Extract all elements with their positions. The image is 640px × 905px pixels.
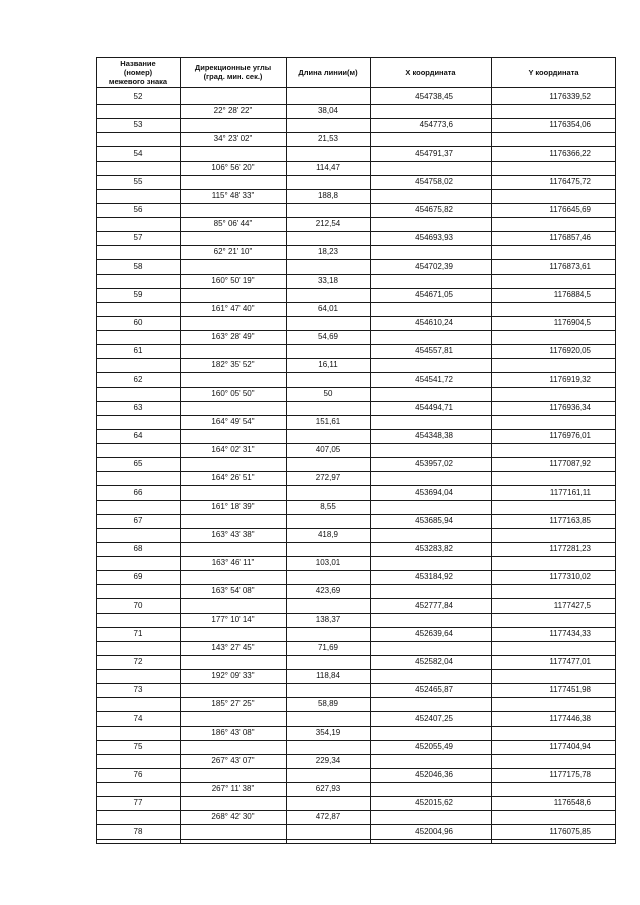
segment-length: 212,54 — [315, 219, 341, 228]
header-name: Название (номер) межевого знака — [108, 58, 168, 86]
point-x: 454738,45 — [415, 92, 453, 101]
segment-angle: 164° 49' 54" — [211, 416, 255, 426]
segment-length: 407,05 — [315, 445, 341, 454]
row-divider — [96, 542, 616, 543]
row-divider — [96, 372, 616, 373]
point-y: 1176857,46 — [549, 233, 591, 243]
point-y: 1177404,94 — [549, 741, 591, 751]
row-divider — [96, 443, 616, 444]
point-name: 56 — [133, 205, 143, 214]
point-x: 452407,25 — [415, 713, 453, 723]
row-divider — [96, 613, 616, 614]
point-y: 1176884,5 — [553, 289, 591, 299]
segment-angle: 62° 21' 10" — [213, 247, 253, 257]
point-x: 453957,02 — [415, 459, 453, 469]
row-divider — [96, 302, 616, 303]
segment-angle: 268° 42' 30" — [211, 812, 255, 822]
segment-length: 114,47 — [316, 162, 340, 172]
segment-length: 472,87 — [315, 812, 341, 822]
segment-angle: 163° 46' 11" — [211, 558, 255, 567]
header-x: X координата — [405, 67, 456, 77]
segment-length: 118,84 — [316, 671, 340, 680]
segment-angle: 22° 28' 22" — [213, 106, 253, 115]
point-x: 453184,92 — [415, 572, 453, 582]
segment-length: 272,97 — [315, 473, 341, 483]
row-divider — [96, 146, 616, 147]
point-y: 1176548,6 — [553, 798, 591, 808]
segment-length: 418,9 — [317, 529, 339, 539]
row-divider — [96, 344, 616, 345]
row-divider — [96, 570, 616, 571]
point-y: 1176645,69 — [549, 205, 591, 214]
segment-angle: 115° 48' 33" — [211, 190, 255, 200]
point-x: 452046,36 — [415, 770, 453, 779]
row-divider — [96, 754, 616, 755]
point-x: 454610,24 — [415, 318, 453, 327]
column-line — [180, 57, 181, 844]
segment-angle: 160° 05' 50" — [211, 388, 255, 398]
row-divider — [96, 711, 616, 712]
point-name: 72 — [133, 657, 143, 666]
point-y: 1176919,32 — [549, 374, 591, 384]
row-divider — [96, 514, 616, 515]
point-x: 452465,87 — [415, 685, 453, 695]
point-name: 73 — [133, 685, 143, 695]
segment-length: 16,11 — [318, 360, 338, 370]
row-divider — [96, 401, 616, 402]
point-name: 77 — [133, 798, 143, 808]
row-divider — [96, 683, 616, 684]
row-divider — [96, 288, 616, 289]
row-divider — [96, 655, 616, 656]
segment-length: 64,01 — [317, 303, 339, 313]
segment-length: 38,04 — [317, 106, 339, 115]
row-divider — [96, 274, 616, 275]
coordinates-table — [96, 57, 616, 844]
segment-length: 188,8 — [317, 190, 339, 200]
segment-angle: 163° 28' 49" — [211, 332, 255, 341]
point-x: 452639,64 — [415, 628, 453, 638]
row-divider — [96, 175, 616, 176]
row-divider — [96, 556, 616, 557]
segment-angle: 177° 10' 14" — [211, 614, 255, 624]
row-divider — [96, 824, 616, 825]
point-x: 454557,81 — [415, 346, 453, 356]
segment-angle: 85° 06' 44" — [213, 219, 253, 228]
point-y: 1176936,34 — [549, 402, 591, 412]
point-x: 454702,39 — [415, 261, 453, 271]
segment-length: 627,93 — [315, 784, 341, 793]
row-divider — [96, 782, 616, 783]
row-divider — [96, 415, 616, 416]
header-divider — [96, 87, 616, 88]
row-divider — [96, 500, 616, 501]
column-line — [491, 57, 492, 844]
point-y: 1176366,22 — [549, 148, 591, 158]
segment-length: 103,01 — [315, 558, 341, 567]
point-name: 71 — [133, 628, 143, 638]
point-name: 63 — [133, 402, 143, 412]
segment-angle: 143° 27' 45" — [211, 642, 255, 652]
point-name: 53 — [133, 120, 143, 130]
point-x: 454494,71 — [415, 402, 453, 412]
point-x: 454773,6 — [419, 120, 453, 130]
point-name: 74 — [133, 713, 143, 723]
segment-length: 21,53 — [317, 134, 339, 144]
point-y: 1177087,92 — [549, 459, 591, 469]
segment-length: 151,61 — [315, 416, 341, 426]
point-name: 78 — [133, 826, 143, 836]
point-x: 452004,96 — [415, 826, 453, 836]
segment-angle: 267° 11' 38" — [211, 784, 255, 793]
row-divider — [96, 839, 616, 840]
row-divider — [96, 429, 616, 430]
point-y: 1176976,01 — [549, 431, 591, 440]
point-y: 1176075,85 — [549, 826, 591, 836]
segment-angle: 161° 18' 39" — [211, 501, 255, 511]
row-divider — [96, 189, 616, 190]
row-divider — [96, 528, 616, 529]
row-divider — [96, 810, 616, 811]
point-y: 1176339,52 — [549, 92, 591, 101]
header-y: Y координата — [528, 67, 579, 77]
row-divider — [96, 132, 616, 133]
point-name: 65 — [133, 459, 143, 469]
point-name: 55 — [133, 176, 143, 186]
point-y: 1177163,85 — [549, 515, 591, 525]
segment-angle: 34° 23' 02" — [213, 134, 253, 144]
column-line — [96, 57, 97, 844]
segment-length: 33,18 — [317, 275, 339, 285]
point-name: 68 — [133, 544, 143, 553]
row-divider — [96, 118, 616, 119]
row-divider — [96, 161, 616, 162]
segment-angle: 161° 47' 40" — [211, 303, 255, 313]
segment-length: 354,19 — [315, 727, 341, 737]
segment-angle: 185° 27' 25" — [211, 699, 255, 709]
row-divider — [96, 697, 616, 698]
point-y: 1176475,72 — [549, 176, 591, 186]
point-y: 1176920,05 — [549, 346, 591, 356]
segment-angle: 164° 02' 31" — [211, 445, 255, 454]
point-x: 454671,05 — [415, 289, 453, 299]
point-y: 1177310,02 — [549, 572, 591, 582]
segment-angle: 186° 43' 08" — [211, 727, 255, 737]
point-y: 1177451,98 — [549, 685, 591, 695]
point-name: 52 — [133, 92, 143, 101]
point-x: 452582,04 — [415, 657, 453, 666]
row-divider — [96, 358, 616, 359]
segment-length: 50 — [323, 388, 333, 398]
point-y: 1177427,5 — [553, 600, 591, 610]
row-divider — [96, 726, 616, 727]
point-y: 1177281,23 — [549, 544, 591, 553]
segment-length: 229,34 — [315, 755, 341, 765]
point-name: 70 — [133, 600, 143, 610]
point-x: 454791,37 — [415, 148, 453, 158]
row-divider — [96, 231, 616, 232]
point-name: 54 — [133, 148, 143, 158]
point-x: 452055,49 — [415, 741, 453, 751]
header-angle: Дирекционные углы (град. мин. сек.) — [194, 63, 272, 81]
row-divider — [96, 217, 616, 218]
row-divider — [96, 641, 616, 642]
point-x: 452777,84 — [415, 600, 453, 610]
point-y: 1177477,01 — [549, 657, 591, 666]
row-divider — [96, 330, 616, 331]
segment-angle: 267° 43' 07" — [211, 755, 255, 765]
point-name: 62 — [133, 374, 143, 384]
row-divider — [96, 584, 616, 585]
segment-angle: 192° 09' 33" — [211, 671, 255, 680]
segment-angle: 106° 56' 20" — [211, 162, 255, 172]
column-line — [286, 57, 287, 844]
row-divider — [96, 796, 616, 797]
column-line — [370, 57, 371, 844]
point-x: 453685,94 — [415, 515, 453, 525]
point-y: 1177434,33 — [549, 628, 591, 638]
row-divider — [96, 768, 616, 769]
table-top-border — [96, 57, 616, 58]
point-name: 76 — [133, 770, 143, 779]
row-divider — [96, 245, 616, 246]
row-divider — [96, 104, 616, 105]
point-name: 60 — [133, 318, 143, 327]
point-y: 1176904,5 — [553, 318, 591, 327]
point-x: 454348,38 — [415, 431, 453, 440]
point-x: 454758,02 — [415, 176, 453, 186]
row-divider — [96, 485, 616, 486]
point-name: 57 — [133, 233, 143, 243]
column-line — [615, 57, 616, 844]
point-y: 1176873,61 — [549, 261, 591, 271]
row-divider — [96, 669, 616, 670]
point-name: 61 — [133, 346, 143, 356]
segment-angle: 182° 35' 52" — [211, 360, 255, 370]
point-y: 1177161,11 — [549, 487, 591, 497]
segment-angle: 164° 26' 51" — [211, 473, 255, 483]
row-divider — [96, 387, 616, 388]
point-name: 67 — [133, 515, 143, 525]
point-x: 454675,82 — [415, 205, 453, 214]
segment-angle: 160° 50' 19" — [211, 275, 255, 285]
segment-angle: 163° 54' 08" — [211, 586, 255, 596]
segment-length: 54,69 — [317, 332, 339, 341]
point-x: 454541,72 — [415, 374, 453, 384]
row-divider — [96, 316, 616, 317]
point-x: 454693,93 — [415, 233, 453, 243]
point-name: 75 — [133, 741, 143, 751]
row-divider — [96, 740, 616, 741]
point-name: 59 — [133, 289, 143, 299]
point-y: 1177446,38 — [549, 713, 591, 723]
segment-length: 138,37 — [315, 614, 341, 624]
row-divider — [96, 598, 616, 599]
point-x: 453283,82 — [415, 544, 453, 553]
segment-length: 71,69 — [317, 642, 339, 652]
header-length: Длина линии(м) — [298, 67, 358, 77]
segment-length: 58,89 — [317, 699, 339, 709]
row-divider — [96, 259, 616, 260]
row-divider — [96, 457, 616, 458]
point-name: 66 — [133, 487, 143, 497]
point-name: 64 — [133, 431, 143, 440]
row-divider — [96, 627, 616, 628]
segment-length: 8,55 — [320, 501, 336, 511]
row-divider — [96, 471, 616, 472]
segment-length: 18,23 — [317, 247, 339, 257]
point-name: 58 — [133, 261, 143, 271]
point-y: 1177175,78 — [549, 770, 591, 779]
point-x: 452015,62 — [415, 798, 453, 808]
point-y: 1176354,06 — [549, 120, 591, 130]
point-x: 453694,04 — [415, 487, 453, 497]
segment-angle: 163° 43' 38" — [211, 529, 255, 539]
row-divider — [96, 203, 616, 204]
table-bottom-border — [96, 843, 616, 844]
segment-length: 423,69 — [315, 586, 341, 596]
point-name: 69 — [133, 572, 143, 582]
